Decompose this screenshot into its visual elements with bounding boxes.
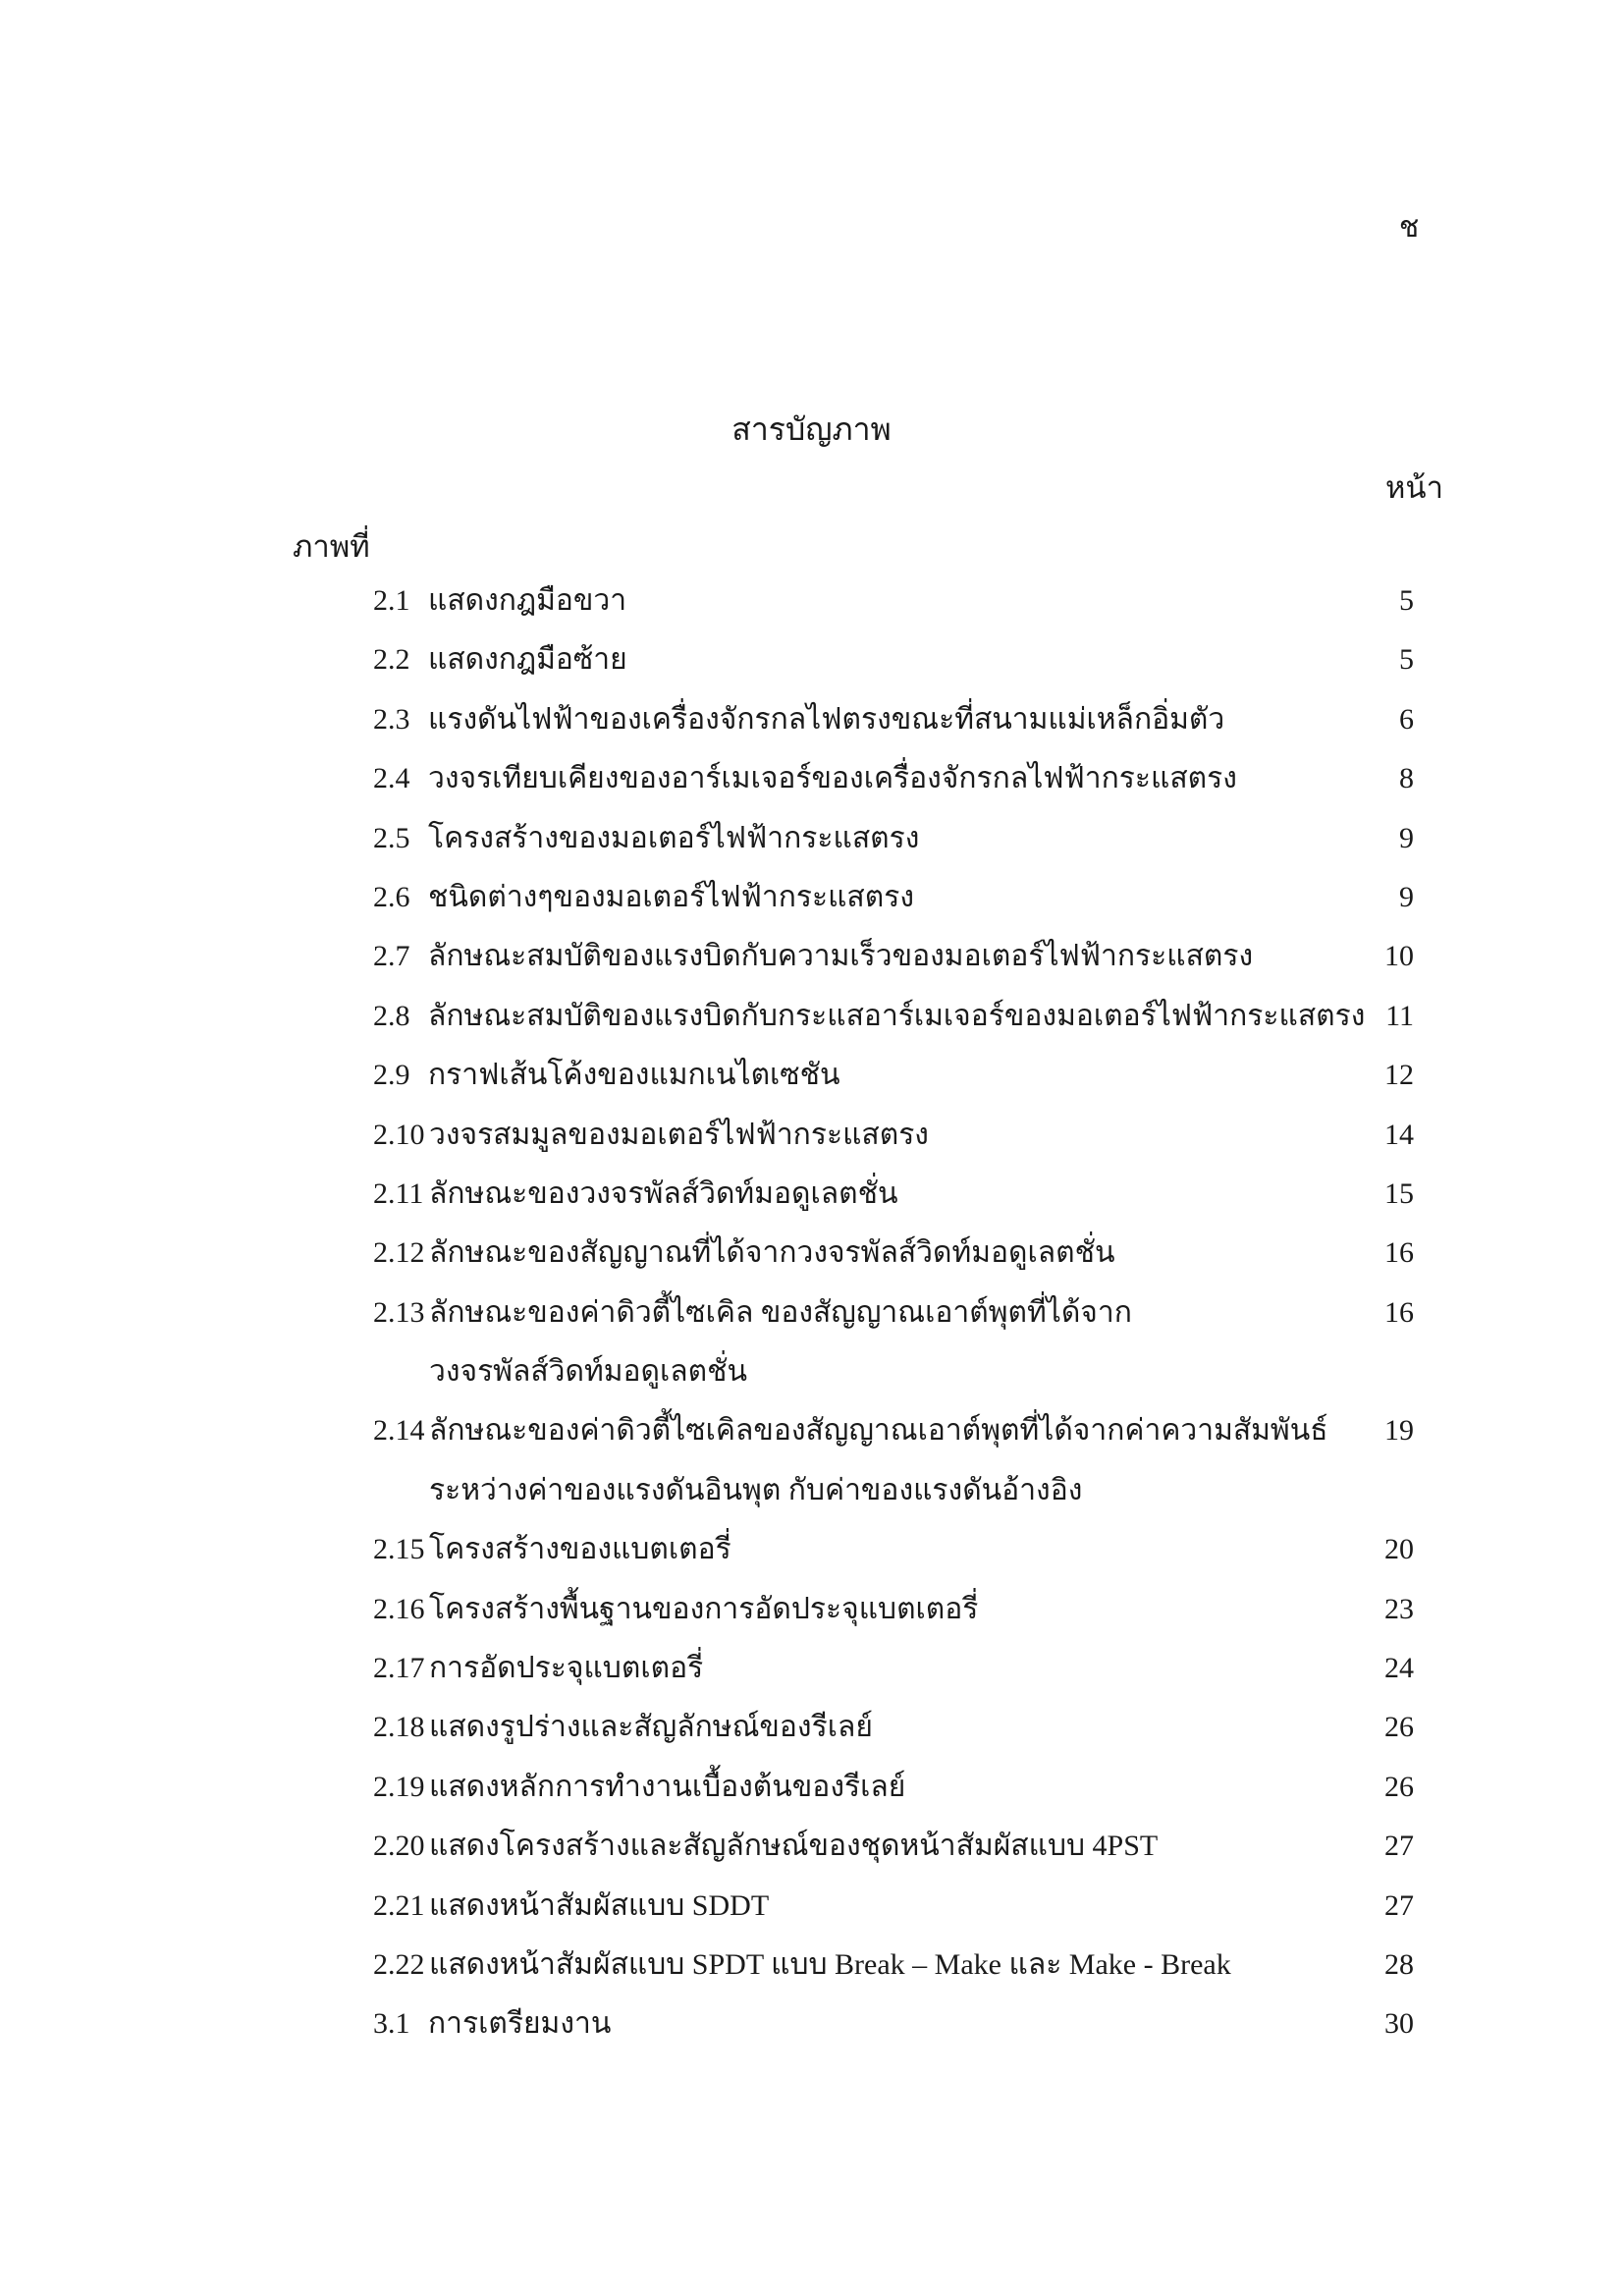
figure-caption: วงจรสมมูลของมอเตอร์ไฟฟ้ากระแสตรง [429,1118,929,1151]
figure-number: 2.14 [373,1414,425,1448]
figure-page-number: 26 [1384,1711,1414,1744]
figure-list [373,579,1414,2062]
figure-list-item [373,1114,1414,1173]
figure-caption: วงจรเทียบเคียงของอาร์เมเจอร์ของเครื่องจักรกลไฟฟ้ากระแสตรง [428,762,1237,795]
figure-page-number: 28 [1384,1948,1414,1982]
figure-caption: ลักษณะของสัญญาณที่ได้จากวงจรพัลส์วิดท์มอดูเลตชั่น [429,1236,1115,1270]
figure-number: 2.4 [373,762,410,795]
figure-caption: การอัดประจุแบตเตอรี่ [429,1652,704,1685]
figure-list-item [373,1647,1414,1706]
figure-list-item [373,1231,1414,1290]
figure-number: 2.17 [373,1652,425,1685]
figure-list-item [373,2002,1414,2061]
page-number: ช [1398,211,1420,244]
figure-list-item [373,1054,1414,1113]
figure-caption: แรงดันไฟฟ้าของเครื่องจักรกลไฟตรงขณะที่สนามแม่เหล็กอิ่มตัว [428,702,1225,736]
figure-list-item [373,1766,1414,1825]
figure-page-number: 30 [1384,2007,1414,2041]
figure-number: 2.15 [373,1533,425,1566]
figure-list-item [373,1173,1414,1231]
figure-number: 2.16 [373,1592,425,1625]
figure-list-item [373,579,1414,638]
figure-number: 2.9 [373,1059,410,1092]
figure-list-item [373,935,1414,994]
figure-number: 2.10 [373,1118,425,1151]
figure-caption: ลักษณะของค่าดิวตี้ไซเคิลของสัญญาณเอาต์พุตที่ได้จากค่าความสัมพันธ์ [429,1414,1328,1448]
figure-number: 2.8 [373,999,410,1032]
figure-page-number: 5 [1399,643,1414,677]
figure-number: 2.1 [373,584,410,617]
figure-page-number: 9 [1399,821,1414,854]
figure-caption: กราฟเส้นโค้งของแมกเนไตเซชัน [428,1059,840,1092]
figure-caption: แสดงกฎมือขวา [428,584,627,617]
figure-page-number: 14 [1384,1118,1414,1151]
figure-number: 2.22 [373,1948,425,1982]
figure-number: 2.12 [373,1236,425,1270]
figure-list-item [373,1528,1414,1587]
page-column-header: หน้า [1384,470,1443,505]
figure-list-item [373,876,1414,935]
figure-page-number: 27 [1384,1888,1414,1922]
figure-number: 2.5 [373,821,410,854]
figure-page-number: 12 [1384,1059,1414,1092]
figure-list-item [373,1943,1414,2002]
figure-page-number: 6 [1399,702,1414,736]
figure-list-item [373,1885,1414,1943]
figure-page-number: 9 [1399,880,1414,913]
figure-caption: แสดงหลักการทำงานเบื้องต้นของรีเลย์ [429,1770,906,1803]
figure-number: 2.3 [373,702,410,736]
figure-page-number: 16 [1384,1295,1414,1329]
figure-caption-continuation: วงจรพัลส์วิดท์มอดูเลตชั่น [429,1355,748,1389]
figure-caption: แสดงหน้าสัมผัสแบบ SDDT [429,1888,770,1922]
section-label: ภาพที่ [293,529,370,564]
figure-page-number: 10 [1384,940,1414,973]
figure-list-item [373,1825,1414,1884]
figure-list-item [373,1409,1414,1528]
figure-number: 2.7 [373,940,410,973]
figure-page-number: 23 [1384,1592,1414,1625]
page-title: สารบัญภาพ [731,411,892,447]
figure-page-number: 5 [1399,584,1414,617]
figure-page-number: 20 [1384,1533,1414,1566]
figure-number: 2.2 [373,643,410,677]
figure-list-item [373,757,1414,816]
figure-caption-continuation: ระหว่างค่าของแรงดันอินพุต กับค่าของแรงดันอ้างอิง [429,1473,1083,1506]
figure-caption: แสดงหน้าสัมผัสแบบ SPDT แบบ Break – Make และ Make - Break [429,1948,1231,1982]
figure-page-number: 8 [1399,762,1414,795]
figure-caption: ลักษณะของวงจรพัลส์วิดท์มอดูเลตชั่น [429,1176,898,1210]
figure-caption: ชนิดต่างๆของมอเตอร์ไฟฟ้ากระแสตรง [428,880,914,913]
figure-list-item [373,638,1414,697]
figure-number: 2.13 [373,1295,425,1329]
figure-page-number: 24 [1384,1652,1414,1685]
figure-page-number: 15 [1384,1176,1414,1210]
figure-number: 2.19 [373,1770,425,1803]
figure-number: 3.1 [373,2007,410,2041]
figure-page-number: 27 [1384,1830,1414,1863]
figure-list-item [373,1588,1414,1647]
figure-caption: ลักษณะของค่าดิวตี้ไซเคิล ของสัญญาณเอาต์พุตที่ได้จาก [429,1295,1132,1329]
figure-number: 2.18 [373,1711,425,1744]
figure-page-number: 16 [1384,1236,1414,1270]
figure-number: 2.21 [373,1888,425,1922]
figure-list-item [373,817,1414,876]
figure-number: 2.11 [373,1176,424,1210]
figure-caption: ลักษณะสมบัติของแรงบิดกับกระแสอาร์เมเจอร์ของมอเตอร์ไฟฟ้ากระแสตรง [428,999,1366,1032]
figure-caption: การเตรียมงาน [428,2007,612,2041]
figure-caption: แสดงรูปร่างและสัญลักษณ์ของรีเลย์ [429,1711,873,1744]
figure-number: 2.20 [373,1830,425,1863]
figure-page-number: 26 [1384,1770,1414,1803]
figure-list-item [373,995,1414,1054]
figure-page-number: 11 [1385,999,1414,1032]
figure-caption: โครงสร้างของมอเตอร์ไฟฟ้ากระแสตรง [428,821,920,854]
figure-number: 2.6 [373,880,410,913]
figure-list-item [373,1706,1414,1765]
figure-caption: แสดงโครงสร้างและสัญลักษณ์ของชุดหน้าสัมผัสแบบ 4PST [429,1830,1159,1863]
figure-caption: แสดงกฎมือซ้าย [428,643,627,677]
figure-list-item [373,698,1414,757]
figure-caption: โครงสร้างของแบตเตอรี่ [429,1533,731,1566]
figure-list-item [373,1291,1414,1410]
figure-caption: โครงสร้างพื้นฐานของการอัดประจุแบตเตอรี่ [429,1592,979,1625]
figure-page-number: 19 [1384,1414,1414,1448]
figure-caption: ลักษณะสมบัติของแรงบิดกับความเร็วของมอเตอร์ไฟฟ้ากระแสตรง [428,940,1254,973]
